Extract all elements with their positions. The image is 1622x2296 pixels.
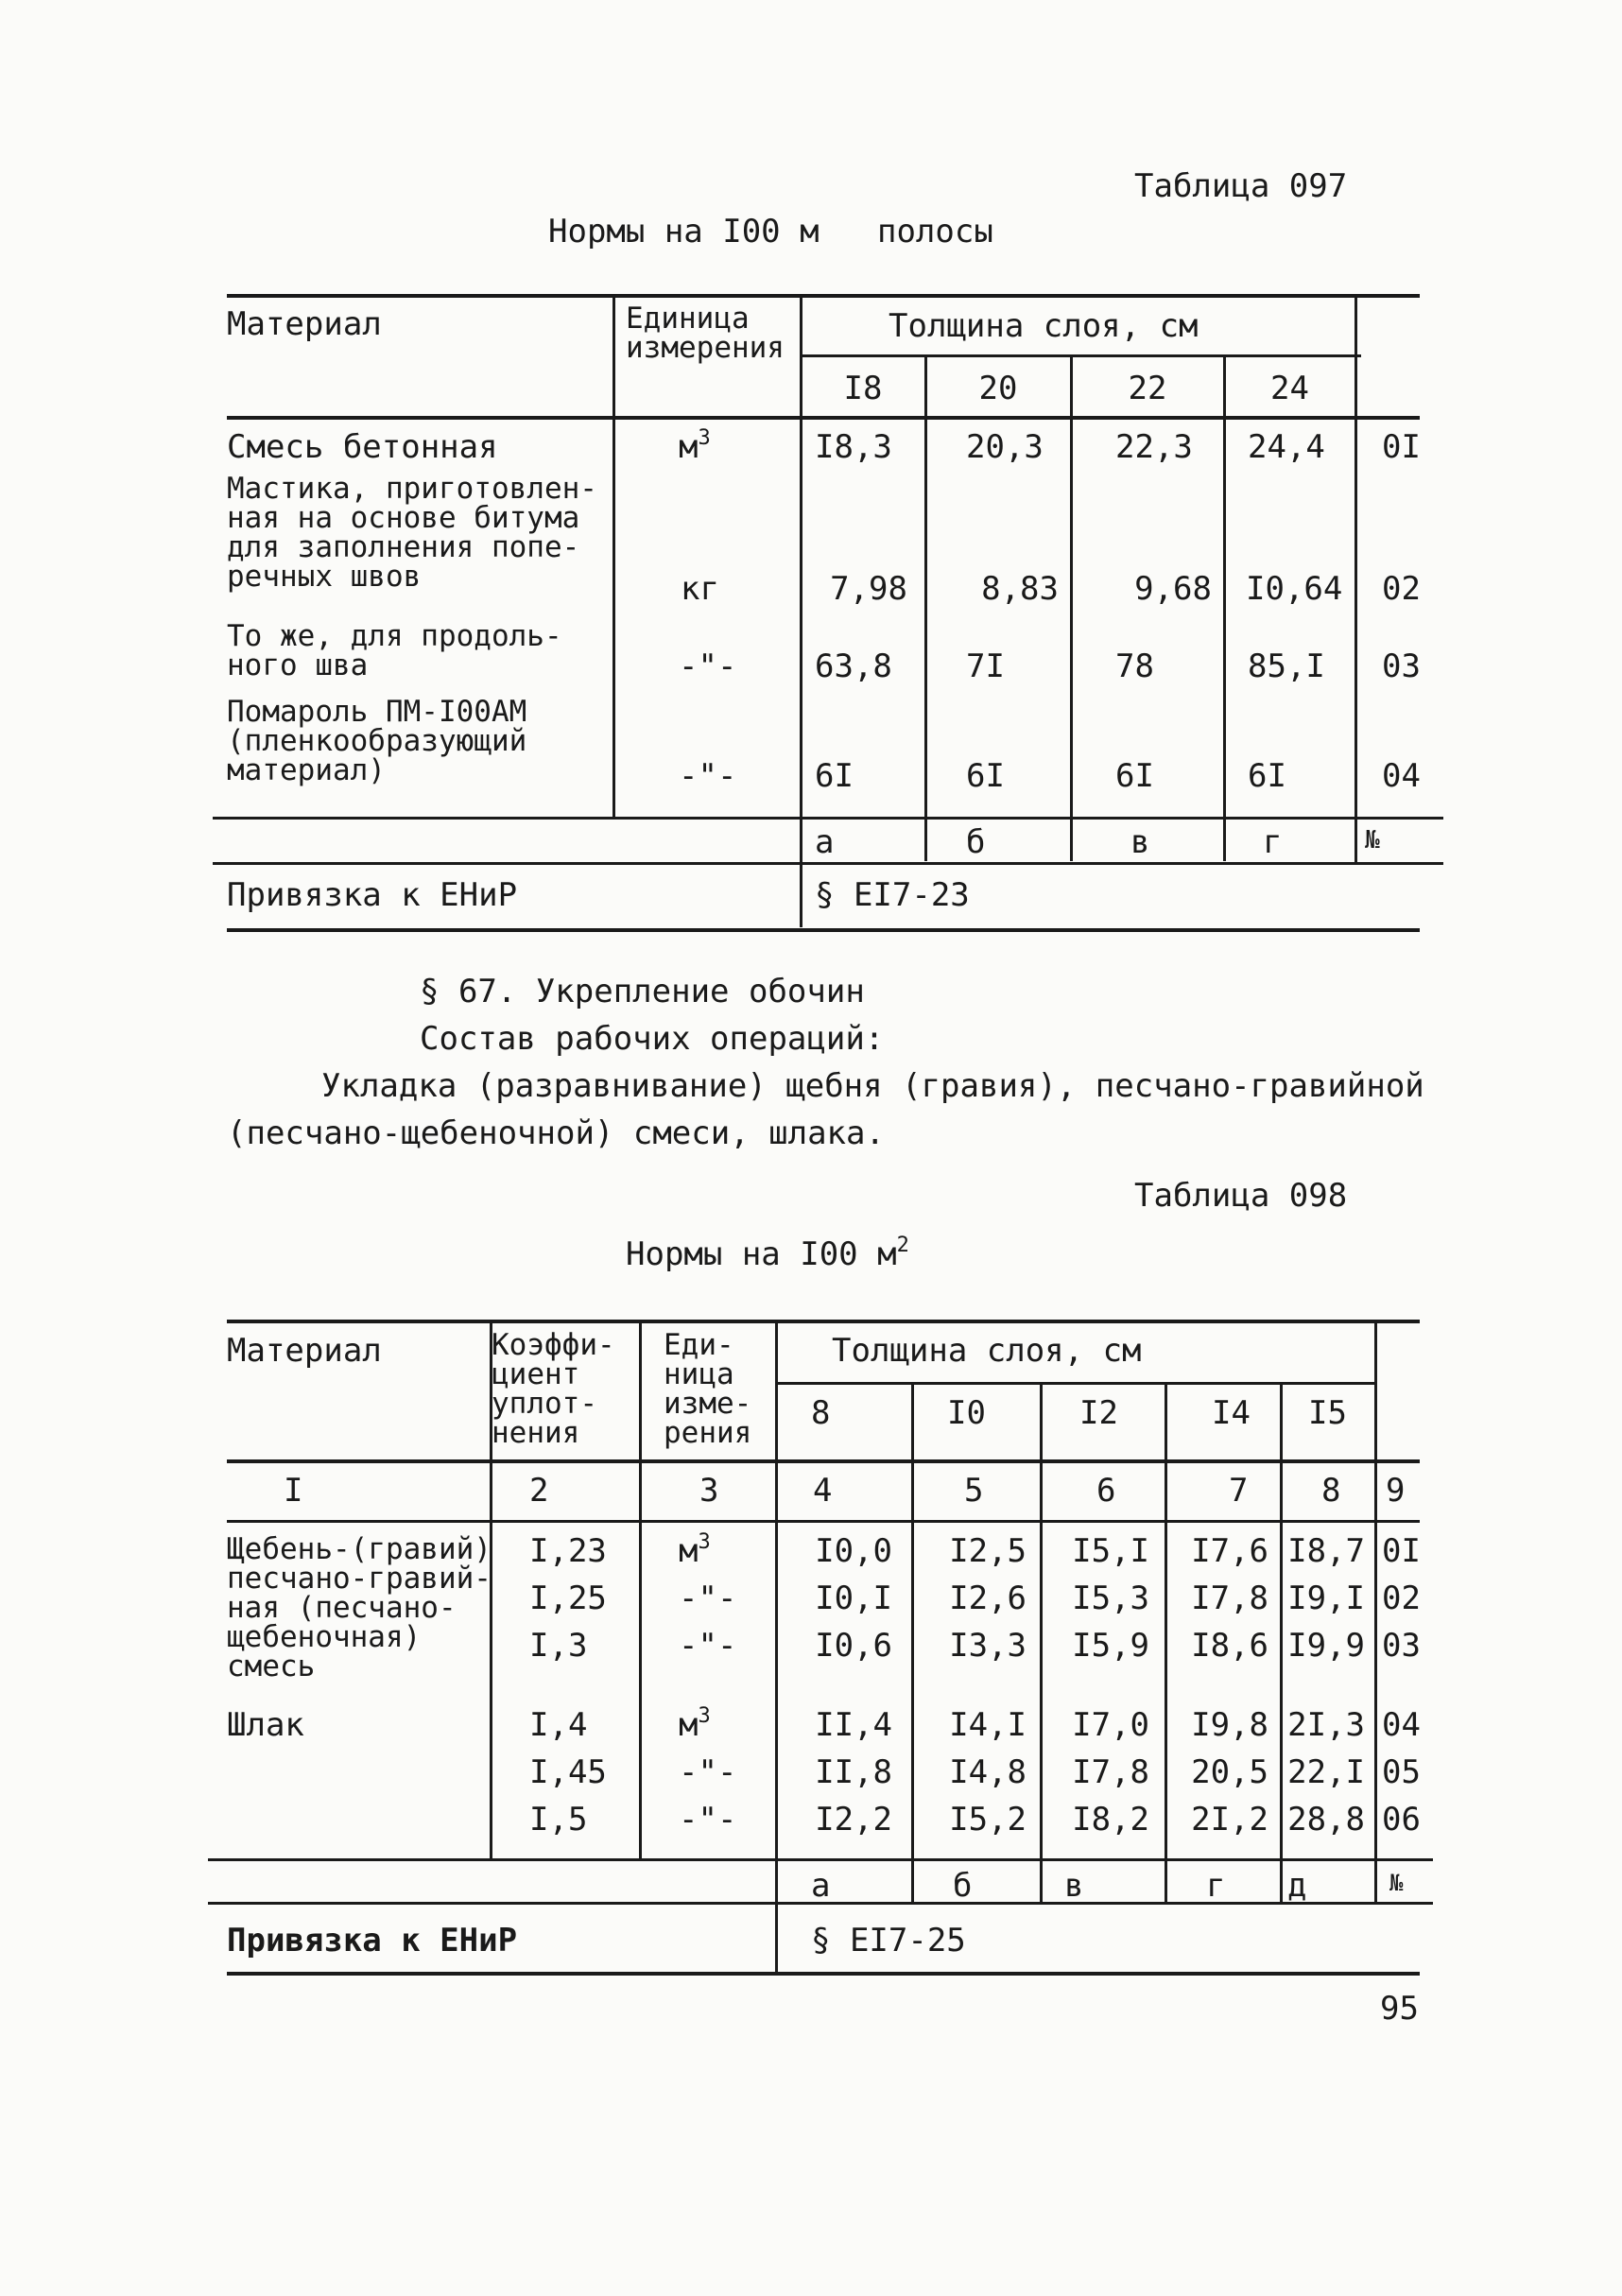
table-097-header-thickness: Толщина слоя, см — [889, 307, 1199, 345]
table-098-row-unit — [679, 1580, 737, 1617]
table-098-colnum: I — [284, 1472, 303, 1510]
table-097-norms-text: Нормы на I00 м полосы — [548, 213, 993, 250]
table-098-cell: I2,5 — [949, 1532, 1027, 1570]
table-097-cell: I0,64 — [1246, 570, 1343, 608]
table-097-row-material: Мастика, приготовлен- ная на основе битума для заполнения попе- речных швов — [227, 472, 597, 594]
table-098-row-coef: I,25 — [529, 1580, 607, 1617]
table-098-norms-sup: 2 — [896, 1234, 909, 1257]
table-098-row-unit-text: -"- — [679, 1580, 737, 1617]
table-098-cell: I8,2 — [1072, 1801, 1149, 1839]
table-097-cell: 7I — [966, 647, 1005, 685]
section-ops-label: Состав рабочих операций: — [420, 1020, 885, 1058]
table-097-header-unit: Единица измерения — [626, 302, 785, 365]
table-097-cell: 63,8 — [815, 647, 892, 685]
table-097-row-unit: -"- — [679, 647, 737, 685]
table-098-letter: г — [1206, 1867, 1226, 1905]
table-098-caption: Таблица 098 — [1134, 1177, 1348, 1215]
table-097-row-unit: кг — [681, 570, 719, 608]
table-098-cell: I5,I — [1072, 1532, 1149, 1570]
table-098-cell: 2I,2 — [1191, 1801, 1268, 1839]
table-098-colnum: 5 — [964, 1472, 984, 1510]
table-098-header-coef: Коэффи- циент уплот- нения — [492, 1328, 615, 1450]
table-098-row-unit — [679, 1801, 737, 1839]
table-098-letter: в — [1064, 1867, 1084, 1905]
table-098-col-12: I2 — [1079, 1394, 1118, 1432]
table-098-row-coef: I,3 — [529, 1627, 588, 1665]
table-098-letter: б — [953, 1867, 973, 1905]
table-097-cell: 6I — [966, 757, 1005, 795]
table-097-cell: I8,3 — [815, 428, 892, 466]
table-098-letter: а — [811, 1867, 831, 1905]
table-097-cell: 9,68 — [1134, 570, 1212, 608]
table-097-row-code: 04 — [1382, 757, 1421, 795]
table-098-cell: I4,8 — [949, 1753, 1027, 1791]
table-098-row-unit — [679, 1753, 737, 1791]
table-098-cell: 20,5 — [1191, 1753, 1268, 1791]
table-098-cell: I7,8 — [1191, 1580, 1268, 1617]
table-097-row-material: Смесь бетонная — [227, 428, 498, 466]
table-098-material-gravel: Щебень-(гравий) песчано-гравий- ная (песчано- щебеночная) смесь — [227, 1532, 492, 1683]
table-098-cell: 2I,3 — [1287, 1706, 1365, 1744]
table-098-cell: II,8 — [815, 1753, 892, 1791]
table-098-row-code: 06 — [1382, 1801, 1421, 1839]
table-097-row-material: Помароль ПМ-I00АМ (пленкообразующий материал) — [227, 695, 527, 787]
table-098-col-15: I5 — [1308, 1394, 1347, 1432]
table-098-row-code: 02 — [1382, 1580, 1421, 1617]
table-098-cell: I0,0 — [815, 1532, 892, 1570]
table-097-row-code: 0I — [1382, 428, 1421, 466]
table-098-col-14: I4 — [1212, 1394, 1251, 1432]
table-098-row-coef: I,45 — [529, 1753, 607, 1791]
table-098-row-code: 0I — [1382, 1532, 1421, 1570]
table-097-cell: 6I — [815, 757, 854, 795]
table-098-cell: I9,I — [1287, 1580, 1365, 1617]
table-098-material-slag: Шлак — [227, 1706, 304, 1744]
table-098-row-unit-text: м — [679, 1532, 699, 1570]
table-097-row-unit-sup: 3 — [698, 426, 711, 450]
table-097-cell: 8,83 — [981, 570, 1059, 608]
table-097-row-material: То же, для продоль- ного шва — [227, 619, 562, 682]
table-098-cell: I2,2 — [815, 1801, 892, 1839]
table-098-cell: I9,9 — [1287, 1627, 1365, 1665]
table-097-cell: 20,3 — [966, 428, 1044, 466]
table-098-col-8: 8 — [811, 1394, 831, 1432]
table-098-colnum: 9 — [1386, 1472, 1406, 1510]
table-097-binding-label: Привязка к ЕНиР — [227, 876, 518, 914]
table-097-letter: а — [815, 823, 835, 861]
table-098-cell: I3,3 — [949, 1627, 1027, 1665]
table-098-row-unit-sup: 3 — [698, 1704, 711, 1728]
table-098-norms-text: Нормы на I00 м — [626, 1235, 897, 1273]
table-097-caption: Таблица 097 — [1134, 167, 1348, 205]
table-098-no-mark: № — [1389, 1870, 1404, 1896]
section-ops-line-1: Укладка (разравнивание) щебня (гравия), песчано-гравийной — [321, 1067, 1424, 1105]
table-098-binding-label: Привязка к ЕНиР — [227, 1922, 518, 1959]
section-ops-line-2: (песчано-щебеночной) смеси, шлака. — [227, 1114, 885, 1152]
table-097-no-mark: № — [1365, 826, 1380, 855]
table-097-binding-value: § ЕI7-23 — [815, 876, 970, 914]
table-097-letter: б — [966, 823, 986, 861]
table-098-cell: I5,3 — [1072, 1580, 1149, 1617]
table-098-cell: I0,6 — [815, 1627, 892, 1665]
table-098-cell: I0,I — [815, 1580, 892, 1617]
table-098-row-unit — [679, 1704, 711, 1744]
table-098-cell: I7,6 — [1191, 1532, 1268, 1570]
table-098-colnum: 7 — [1229, 1472, 1249, 1510]
table-098-cell: 22,I — [1287, 1753, 1365, 1791]
table-097-cell: 24,4 — [1248, 428, 1325, 466]
table-098-colnum: 4 — [813, 1472, 833, 1510]
table-098-row-unit-text: м — [679, 1706, 699, 1744]
table-098-row-code: 04 — [1382, 1706, 1421, 1744]
table-098-cell: I5,2 — [949, 1801, 1027, 1839]
table-098-cell: II,4 — [815, 1706, 892, 1744]
table-098-colnum: 8 — [1321, 1472, 1341, 1510]
table-097-row-unit-text: м — [679, 428, 699, 466]
table-097-col-18: I8 — [843, 370, 883, 407]
table-097-cell: 78 — [1115, 647, 1154, 685]
table-097-col-20: 20 — [978, 370, 1018, 407]
table-097-cell: 6I — [1115, 757, 1154, 795]
table-098-binding-value: § ЕI7-25 — [811, 1922, 966, 1959]
section-title: § 67. Укрепление обочин — [420, 973, 865, 1010]
table-098-col-10: I0 — [947, 1394, 986, 1432]
table-097-cell: 6I — [1248, 757, 1286, 795]
table-097-col-24: 24 — [1270, 370, 1309, 407]
table-098-letter: д — [1287, 1867, 1307, 1905]
table-098-row-unit-text: -"- — [679, 1627, 737, 1665]
table-098-cell: I7,8 — [1072, 1753, 1149, 1791]
table-098-row-coef: I,4 — [529, 1706, 588, 1744]
table-097-row-unit: -"- — [679, 757, 737, 795]
table-098-cell: I7,0 — [1072, 1706, 1149, 1744]
table-097-cell: 85,I — [1248, 647, 1325, 685]
table-098-row-code: 03 — [1382, 1627, 1421, 1665]
table-097-row-code: 03 — [1382, 647, 1421, 685]
table-098-header-unit: Еди- ница изме- рения — [664, 1328, 752, 1450]
table-098-row-coef: I,23 — [529, 1532, 607, 1570]
table-098-row-unit-text: -"- — [679, 1801, 737, 1839]
table-097-letter: г — [1263, 823, 1283, 861]
table-098-norms — [626, 1234, 909, 1273]
table-097-header-material: Материал — [227, 305, 382, 343]
table-097-cell: 22,3 — [1115, 428, 1193, 466]
table-098-cell: I9,8 — [1191, 1706, 1268, 1744]
table-098-header-thickness: Толщина слоя, см — [832, 1332, 1142, 1370]
table-097-row-code: 02 — [1382, 570, 1421, 608]
table-098-header-material: Материал — [227, 1332, 382, 1370]
table-098-row-unit — [679, 1627, 737, 1665]
table-098-cell: I8,7 — [1287, 1532, 1365, 1570]
table-098-row-coef: I,5 — [529, 1801, 588, 1839]
table-098-colnum: 6 — [1096, 1472, 1116, 1510]
table-097-col-22: 22 — [1128, 370, 1167, 407]
table-098-row-unit — [679, 1530, 711, 1570]
table-097-cell: 7,98 — [830, 570, 907, 608]
table-098-cell: I5,9 — [1072, 1627, 1149, 1665]
table-098-row-unit-sup: 3 — [698, 1530, 711, 1554]
table-097-row-unit — [679, 426, 711, 466]
page-number: 95 — [1380, 1990, 1419, 2028]
table-097-norms — [548, 213, 993, 250]
table-098-colnum: 2 — [529, 1472, 549, 1510]
table-097-letter: в — [1130, 823, 1150, 861]
table-098-cell: 28,8 — [1287, 1801, 1365, 1839]
table-098-cell: I4,I — [949, 1706, 1027, 1744]
table-098-row-code: 05 — [1382, 1753, 1421, 1791]
table-098-row-unit-text: -"- — [679, 1753, 737, 1791]
table-098-colnum: 3 — [699, 1472, 719, 1510]
table-098-cell: I2,6 — [949, 1580, 1027, 1617]
table-098-cell: I8,6 — [1191, 1627, 1268, 1665]
